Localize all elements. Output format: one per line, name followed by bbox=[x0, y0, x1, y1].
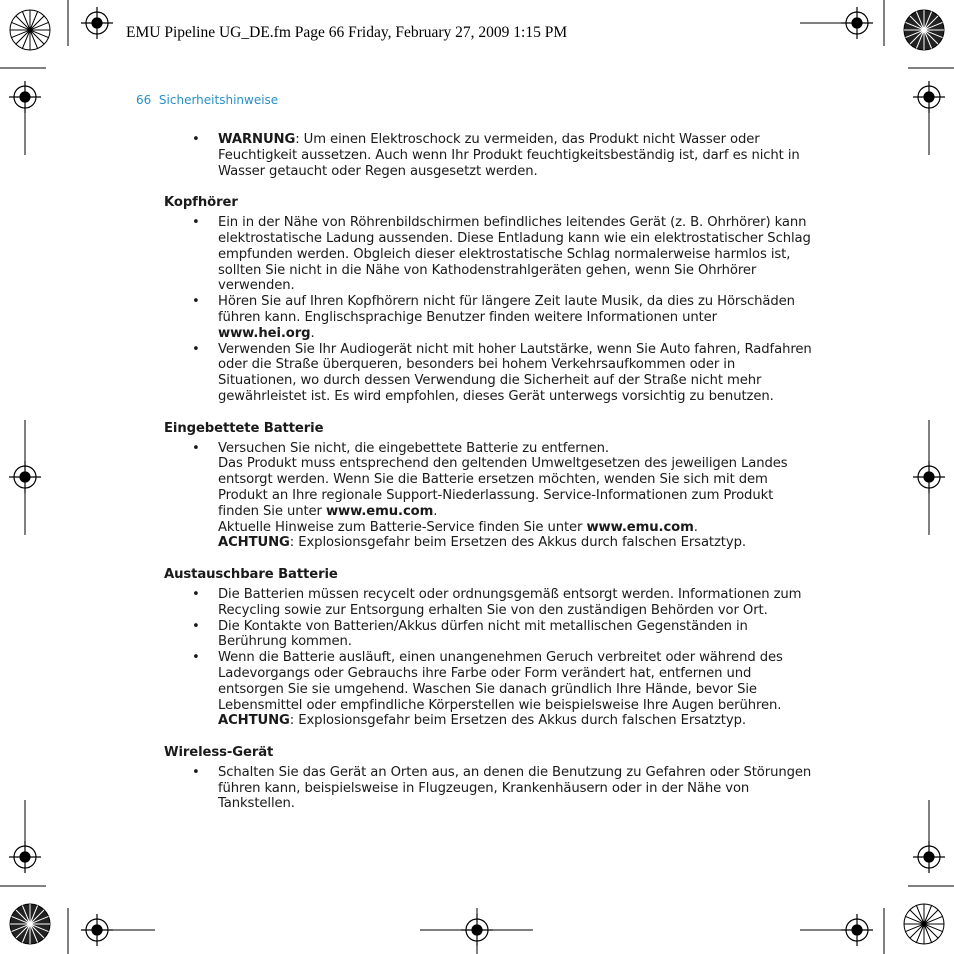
link-hei[interactable]: www.hei.org bbox=[218, 325, 311, 341]
item-text: Die Kontakte von Batterien/Akkus dürfen nicht mit metallischen Gegenständen in Berührung kommen. bbox=[218, 618, 748, 650]
caution-text: : Explosionsgefahr beim Ersetzen des Akkus durch falschen Ersatztyp. bbox=[289, 713, 746, 729]
caution-label: ACHTUNG bbox=[218, 535, 290, 551]
link-emu[interactable]: www.emu.com bbox=[325, 503, 434, 519]
list-item bbox=[164, 650, 814, 729]
bullet: • bbox=[192, 650, 200, 666]
list-item bbox=[164, 294, 814, 341]
list-item bbox=[164, 587, 814, 619]
item-paragraph bbox=[218, 520, 814, 536]
item-text: Das Produkt muss entsprechend den geltenden Umweltgesetzen des jeweiligen Landes entsorgt werden. Wenn Sie die Batterie ersetzen möchten, wenden Sie sich mit dem Produkt an Ihre regionale Support-Niederlassung. Service-Informationen zum Produkt finden Sie unter bbox=[218, 456, 788, 519]
item-text: Hören Sie auf Ihren Kopfhörern nicht für längere Zeit laute Musik, da dies zu Hörschäden führen kann. Englischsprachige Benutzer finden weitere Informationen unter bbox=[218, 294, 795, 325]
bullet: • bbox=[192, 215, 200, 231]
section-heading-kopfhoerer: Kopfhörer bbox=[164, 195, 238, 211]
caution-line bbox=[218, 713, 814, 729]
warning-label: WARNUNG bbox=[218, 132, 296, 147]
bullet: • bbox=[192, 618, 200, 634]
kopfhoerer-list bbox=[164, 215, 814, 405]
caution-text: : Explosionsgefahr beim Ersetzen des Akkus durch falschen Ersatztyp. bbox=[289, 535, 746, 551]
intro-list bbox=[164, 132, 814, 179]
item-text: Schalten Sie das Gerät an Orten aus, an denen die Benutzung zu Gefahren oder Störungen führen kann, beispielsweise in Flugzeugen, Krankenhäusern oder in der Nähe von Tankstellen. bbox=[218, 764, 812, 812]
list-item bbox=[164, 619, 814, 651]
austauschbar-list bbox=[164, 587, 814, 729]
section-heading-austauschbare-batterie: Austauschbare Batterie bbox=[164, 567, 338, 583]
print-header: EMU Pipeline UG_DE.fm Page 66 Friday, February 27, 2009 1:15 PM bbox=[126, 24, 568, 41]
warning-text: : Um einen Elektroschock zu vermeiden, das Produkt nicht Wasser oder Feuchtigkeit aussetzen. Auch wenn Ihr Produkt feuchtigkeitsbeständig ist, darf es nicht in Wasser getaucht oder Regen ausgesetzt werden. bbox=[218, 132, 800, 179]
item-text-end: . bbox=[310, 325, 315, 341]
bullet: • bbox=[192, 440, 200, 456]
caution-line bbox=[218, 535, 814, 551]
list-item bbox=[164, 342, 814, 405]
bullet: • bbox=[192, 132, 200, 147]
bullet: • bbox=[192, 341, 200, 357]
caution-label: ACHTUNG bbox=[218, 713, 290, 729]
bullet: • bbox=[192, 586, 200, 602]
item-text: Versuchen Sie nicht, die eingebettete Batterie zu entfernen. bbox=[218, 440, 609, 456]
item-text-end: . bbox=[693, 519, 698, 535]
item-paragraph bbox=[218, 456, 814, 519]
list-item bbox=[164, 441, 814, 552]
item-text: Verwenden Sie Ihr Audiogerät nicht mit hoher Lautstärke, wenn Sie Auto fahren, Radfahren oder die Straße überqueren, besonders bei hohem Verkehrsaufkommen oder in Situationen, wo durch dessen Verwendung die Sicherheit auf der Straße nicht mehr gewährleistet ist. Es wird empfohlen, dieses Gerät unterwegs vorsichtig zu benutzen. bbox=[218, 341, 812, 404]
section-heading-wireless-geraet: Wireless-Gerät bbox=[164, 745, 274, 761]
item-text: Die Batterien müssen recycelt oder ordnungsgemäß entsorgt werden. Informationen zum Recycling sowie zur Entsorgung erhalten Sie von den zuständigen Behörden vor Ort. bbox=[218, 586, 802, 618]
bullet: • bbox=[192, 294, 200, 310]
eingebettete-list bbox=[164, 441, 814, 552]
wireless-list bbox=[164, 765, 814, 812]
list-item bbox=[164, 132, 814, 179]
item-text: Aktuelle Hinweise zum Batterie-Service finden Sie unter bbox=[218, 519, 587, 535]
list-item bbox=[164, 765, 814, 812]
list-item bbox=[164, 215, 814, 294]
link-emu-service[interactable]: www.emu.com bbox=[586, 519, 694, 535]
bullet: • bbox=[192, 764, 200, 780]
item-text: Wenn die Batterie ausläuft, einen unangenehmen Geruch verbreitet oder während des Ladevorgangs oder Gebrauchs ihre Farbe oder Form verändert hat, entfernen und entsorgen Sie sie umgehend. Waschen Sie danach gründlich Ihre Hände, bevor Sie Lebensmittel oder empfindliche Körperstellen wie beispielsweise Ihre Augen berühren. bbox=[218, 650, 783, 713]
item-text: Ein in der Nähe von Röhrenbildschirmen befindliches leitendes Gerät (z. B. Ohrhörer) kann elektrostatische Ladung aussenden. Diese Entladung kann wie ein elektrostatischer Schlag empfunden werden. Obgleich dieser elektrostatische Schlag normalerweise harmlos ist, sollten Sie nicht in die Nähe von Kathodenstrahlgeräten gehen, wenn Sie Ohrhörer verwenden. bbox=[218, 215, 811, 294]
section-heading-eingebettete-batterie: Eingebettete Batterie bbox=[164, 420, 324, 436]
section-title: Sicherheitshinweise bbox=[158, 93, 279, 107]
running-head bbox=[136, 93, 278, 107]
page-number: 66 bbox=[136, 93, 152, 107]
item-text-end: . bbox=[433, 503, 438, 519]
page-content bbox=[164, 132, 814, 812]
